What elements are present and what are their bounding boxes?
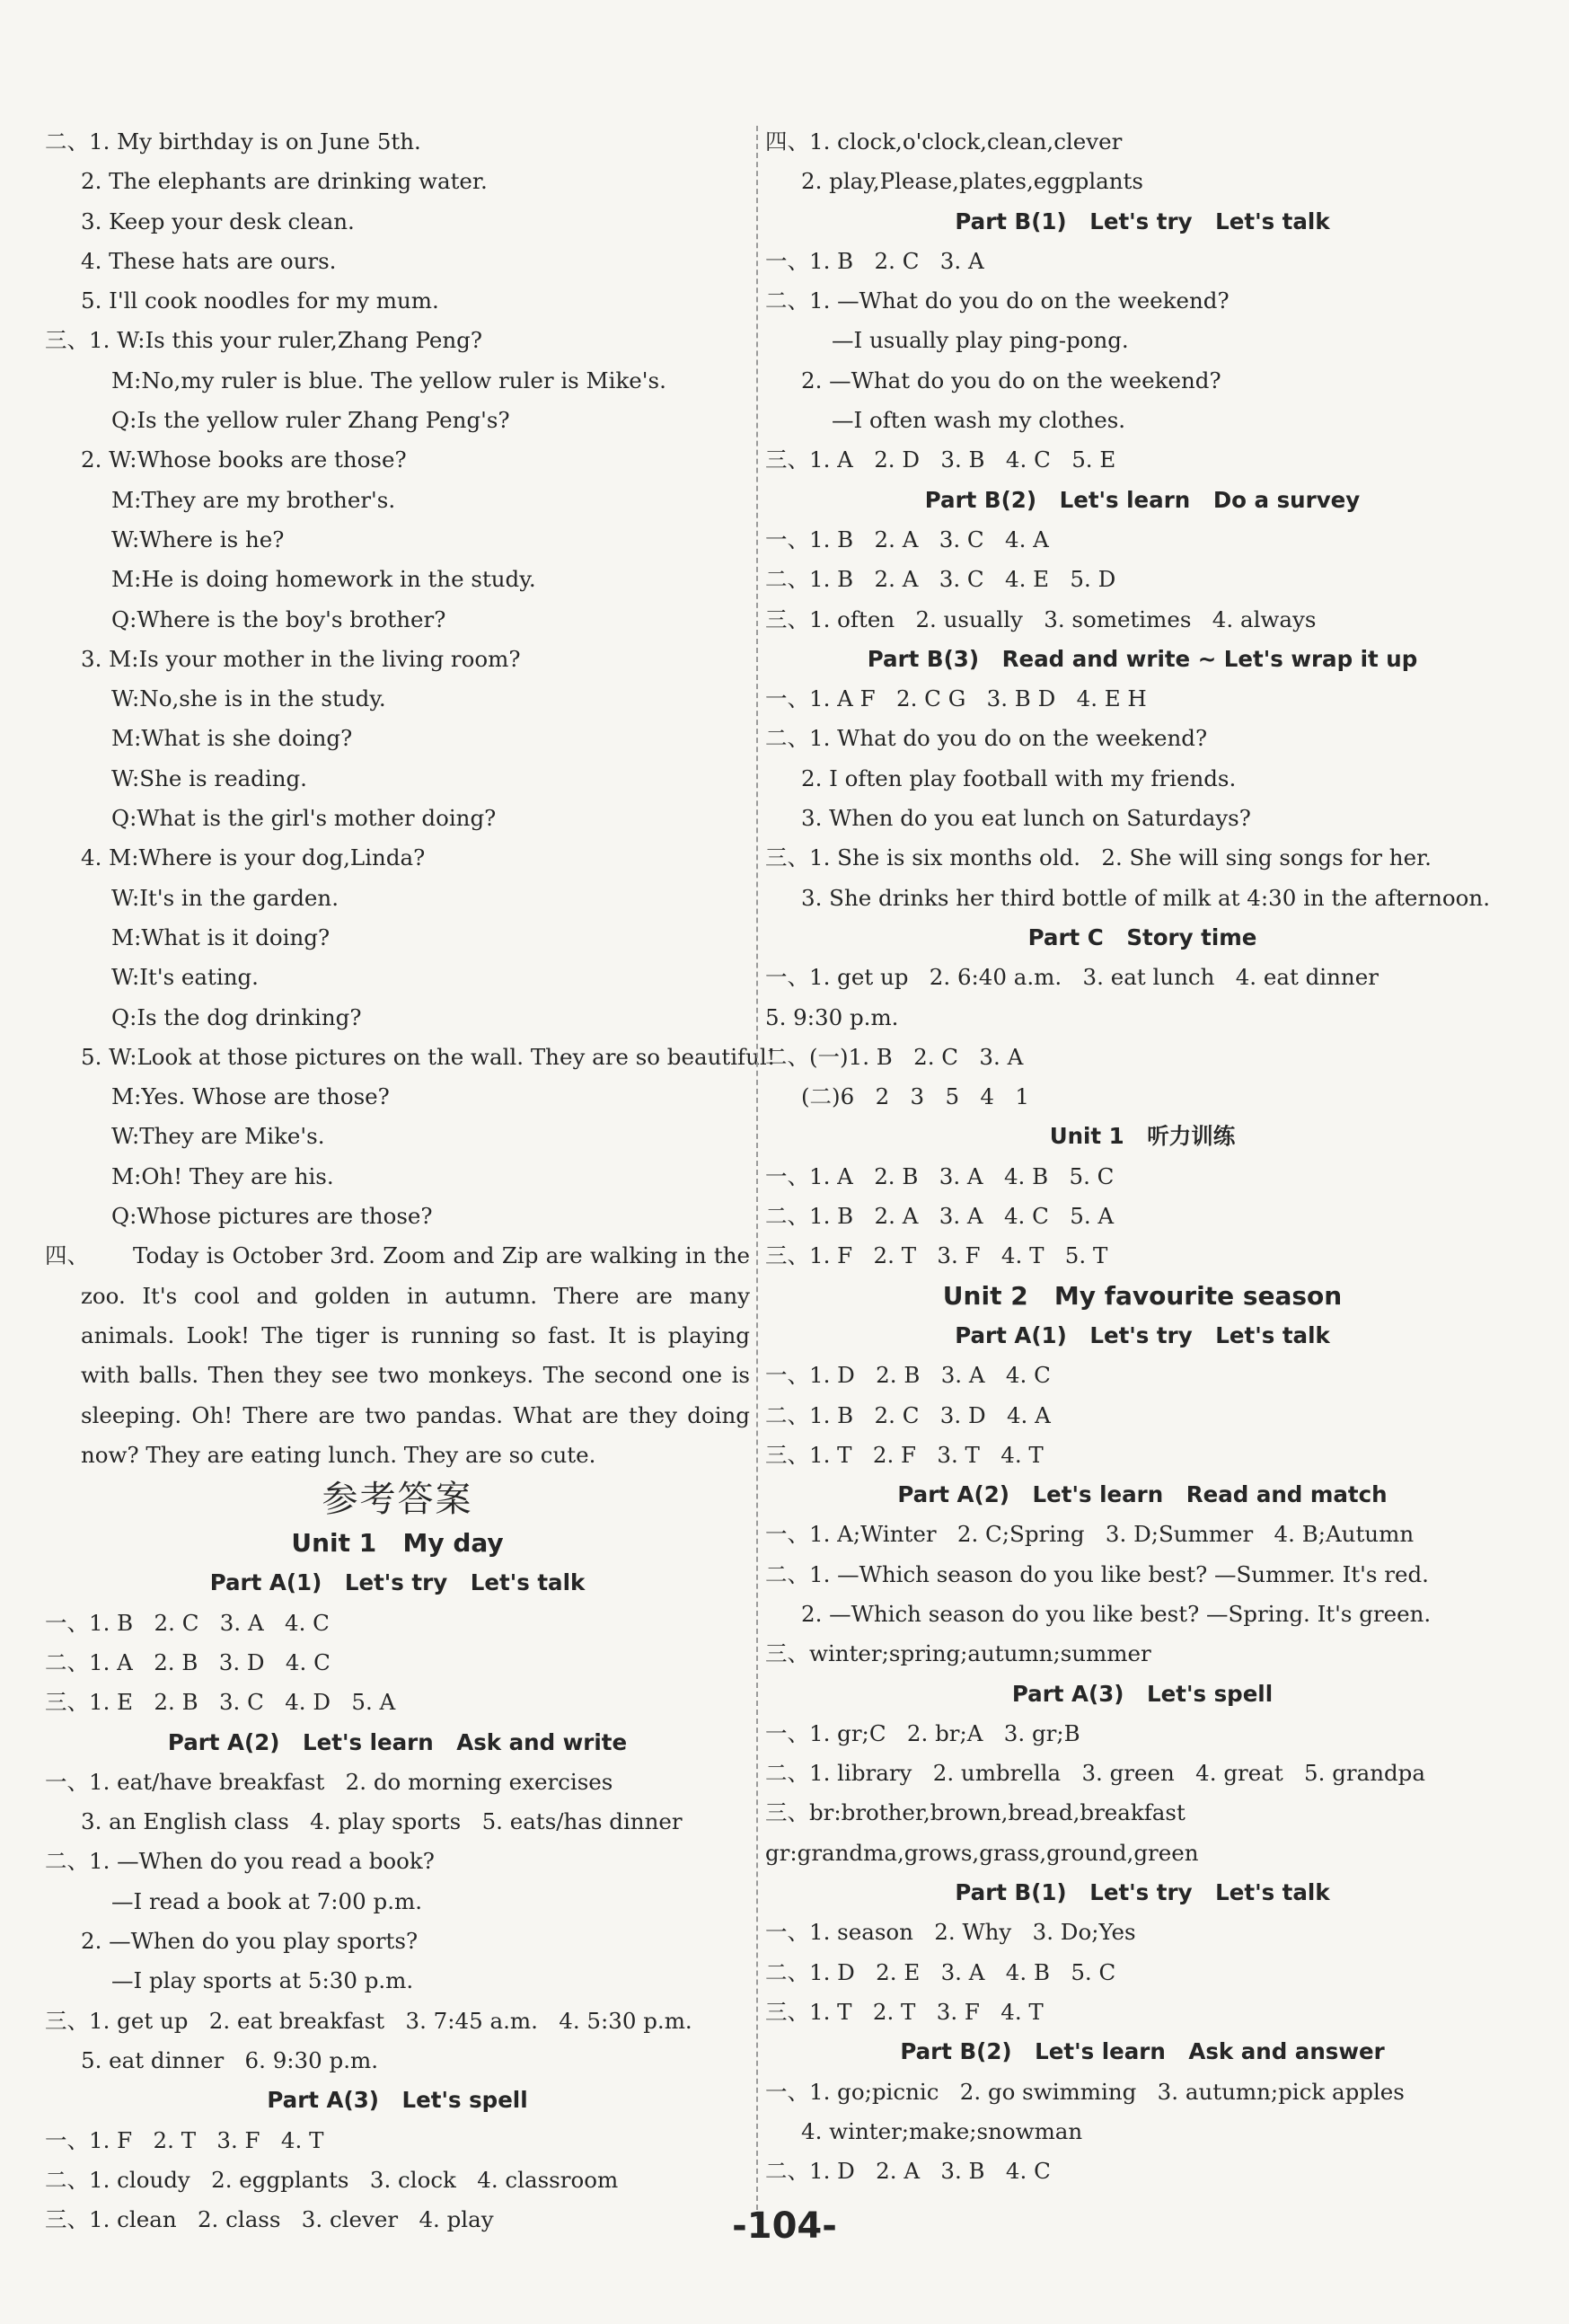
answer-line: 2. —When do you play sports? [81, 1928, 419, 1955]
answer-line: 三、1. She is six months old. 2. She will sing songs for her. [765, 844, 1432, 871]
answer-line: 一、1. F 2. T 3. F 4. T [45, 2126, 324, 2153]
answer-line: Q:Is the yellow ruler Zhang Peng's? [111, 407, 510, 434]
passage-text: Today is October 3rd. Zoom and Zip are walking in the zoo. It's cool and golden in autumn. There are many animals. Look! The tiger is running so fast. It is playing with balls. Then they see two monkeys. The second one is sleeping. Oh! There are two pandas. What are they doing now? They are eating lunch. They are so cute. [81, 1242, 750, 1468]
answer-line: 二、1. B 2. A 3. C 4. E 5. D [765, 566, 1116, 593]
answer-line: 5. eat dinner 6. 9:30 p.m. [81, 2046, 379, 2073]
answer-line: 二、1. What do you do on the weekend? [765, 725, 1208, 752]
answer-line: 2. —What do you do on the weekend? [801, 367, 1221, 393]
answer-line: 一、1. eat/have breakfast 2. do morning exercises [45, 1768, 613, 1795]
answer-line: M:What is she doing? [111, 725, 353, 752]
answer-line: 5. 9:30 p.m. [765, 1003, 899, 1030]
answer-line: 三、1. clean 2. class 3. clever 4. play [45, 2206, 494, 2233]
answer-line: —I usually play ping-pong. [832, 327, 1129, 354]
answer-line: 一、1. B 2. C 3. A 4. C [45, 1609, 330, 1636]
answer-line: 三、1. A 2. D 3. B 4. C 5. E [765, 446, 1116, 473]
answer-line: (二)6 2 3 5 4 1 [801, 1083, 1029, 1110]
answer-line: 一、1. A;Winter 2. C;Spring 3. D;Summer 4. B;Autumn [765, 1521, 1415, 1548]
answer-line: 三、1. E 2. B 3. C 4. D 5. A [45, 1689, 396, 1716]
answer-line: 3. Keep your desk clean. [81, 208, 355, 234]
answer-line: 二、1. D 2. A 3. B 4. C [765, 2158, 1051, 2185]
answer-line: 3. M:Is your mother in the living room? [81, 645, 521, 672]
answer-line: —I often wash my clothes. [832, 407, 1126, 434]
passage-paragraph [45, 1236, 750, 1475]
answer-line: 一、1. A F 2. C G 3. B D 4. E H [765, 685, 1147, 712]
answer-line: W:They are Mike's. [111, 1123, 325, 1150]
answer-line: 二、1. D 2. E 3. A 4. B 5. C [765, 1958, 1116, 1985]
answer-line: 二、(一)1. B 2. C 3. A [765, 1043, 1024, 1070]
answer-line: 二、1. My birthday is on June 5th. [45, 128, 421, 155]
answer-line: 3. When do you eat lunch on Saturdays? [801, 805, 1251, 832]
answer-line: 4. These hats are ours. [81, 247, 337, 274]
section-heading: Part A(1) Let's try Let's talk [209, 1569, 586, 1596]
answer-line: 三、winter;spring;autumn;summer [765, 1640, 1151, 1667]
answer-line: 四、1. clock,o'clock,clean,clever [765, 128, 1123, 155]
answer-line: Q:Whose pictures are those? [111, 1203, 433, 1230]
answer-line: 三、1. T 2. F 3. T 4. T [765, 1441, 1044, 1468]
section-heading: Part C Story time [1027, 923, 1257, 950]
answer-line: 三、1. W:Is this your ruler,Zhang Peng? [45, 327, 482, 354]
section-heading: Part A(2) Let's learn Read and match [897, 1481, 1388, 1508]
answer-line: 三、br:brother,brown,bread,breakfast [765, 1799, 1186, 1826]
answer-line: 二、1. —What do you do on the weekend? [765, 287, 1230, 314]
section-heading: Part B(1) Let's try Let's talk [955, 208, 1330, 234]
answer-line: W:Where is he? [111, 526, 285, 552]
section-heading: Part B(1) Let's try Let's talk [955, 1879, 1330, 1906]
answer-line: —I read a book at 7:00 p.m. [111, 1887, 423, 1914]
answer-line: 三、1. get up 2. eat breakfast 3. 7:45 a.m. 4. 5:30 p.m. [45, 2007, 692, 2034]
answer-line: 二、1. B 2. C 3. D 4. A [765, 1401, 1051, 1428]
passage-marker: 四、 [45, 1242, 89, 1269]
answer-line: M:No,my ruler is blue. The yellow ruler is Mike's. [111, 367, 666, 393]
answer-line: 二、1. —When do you read a book? [45, 1848, 435, 1875]
answer-line: 一、1. B 2. A 3. C 4. A [765, 526, 1049, 552]
answer-line: W:No,she is in the study. [111, 685, 386, 712]
answer-line: 5. W:Look at those pictures on the wall. They are so beautiful! [81, 1043, 776, 1070]
left-column [45, 122, 776, 2240]
answer-line: M:They are my brother's. [111, 486, 396, 513]
section-heading: Part B(3) Read and write ~ Let's wrap it up [867, 645, 1418, 672]
section-heading: Unit 1 My day [291, 1528, 504, 1559]
answer-line: —I play sports at 5:30 p.m. [111, 1967, 414, 1994]
answer-line: 4. winter;make;snowman [801, 2117, 1083, 2144]
section-heading: Unit 2 My favourite season [942, 1280, 1343, 1311]
section-heading: Part A(3) Let's spell [1011, 1680, 1274, 1707]
answer-key-unit1 [45, 1524, 750, 2240]
page-number: -104- [732, 2205, 837, 2247]
answer-line: 二、1. cloudy 2. eggplants 3. clock 4. classroom [45, 2166, 619, 2193]
answer-line: 二、1. library 2. umbrella 3. green 4. great 5. grandpa [765, 1760, 1425, 1787]
section-heading: Part A(1) Let's try Let's talk [955, 1321, 1330, 1348]
section-heading: Unit 1 听力训练 [1049, 1123, 1236, 1150]
answer-line: 三、1. T 2. T 3. F 4. T [765, 1998, 1044, 2025]
answer-line: 一、1. D 2. B 3. A 4. C [765, 1362, 1051, 1389]
answer-line: 一、1. B 2. C 3. A [765, 247, 984, 274]
answer-line: M:He is doing homework in the study. [111, 566, 536, 593]
answer-line: 2. The elephants are drinking water. [81, 168, 488, 195]
answer-line: 三、1. often 2. usually 3. sometimes 4. always [765, 605, 1317, 632]
answer-line: Q:What is the girl's mother doing? [111, 805, 497, 832]
answer-line: 5. I'll cook noodles for my mum. [81, 287, 439, 314]
answer-line: gr:grandma,grows,grass,ground,green [765, 1839, 1199, 1866]
section-heading: Part A(2) Let's learn Ask and write [167, 1728, 628, 1755]
section-heading: Part A(3) Let's spell [267, 2087, 528, 2114]
answer-line: W:She is reading. [111, 764, 307, 791]
answer-line: M:Oh! They are his. [111, 1162, 334, 1189]
answer-line: M:What is it doing? [111, 923, 331, 950]
answer-line: 三、1. F 2. T 3. F 4. T 5. T [765, 1242, 1108, 1269]
answer-line: 3. She drinks her third bottle of milk at 4:30 in the afternoon. [801, 884, 1490, 911]
answer-line: 二、1. B 2. A 3. A 4. C 5. A [765, 1203, 1115, 1230]
right-column [765, 122, 1520, 2191]
answer-line: 2. W:Whose books are those? [81, 446, 407, 473]
answer-key-title: 参考答案 [322, 1479, 473, 1521]
answer-line: 二、1. —Which season do you like best? —Summer. It's red. [765, 1560, 1429, 1587]
answer-line: 二、1. A 2. B 3. D 4. C [45, 1648, 331, 1675]
answer-line: 2. play,Please,plates,eggplants [801, 168, 1143, 195]
answer-line: W:It's in the garden. [111, 884, 339, 911]
answer-line: 一、1. season 2. Why 3. Do;Yes [765, 1919, 1136, 1946]
answer-line: W:It's eating. [111, 964, 259, 991]
answer-line: 2. I often play football with my friends. [801, 764, 1237, 791]
answer-line: 4. M:Where is your dog,Linda? [81, 844, 426, 871]
answer-line: 一、1. go;picnic 2. go swimming 3. autumn;pick apples [765, 2078, 1405, 2105]
answer-line: Q:Is the dog drinking? [111, 1003, 362, 1030]
answer-key-continued [765, 122, 1520, 2191]
answer-line: 一、1. A 2. B 3. A 4. B 5. C [765, 1162, 1115, 1189]
answer-line: 2. —Which season do you like best? —Spring. It's green. [801, 1600, 1432, 1627]
listening-transcript [45, 122, 776, 1236]
section-heading: Part B(2) Let's learn Ask and answer [900, 2038, 1385, 2065]
column-divider [756, 126, 758, 2219]
answer-line: Q:Where is the boy's brother? [111, 605, 446, 632]
answer-line: 一、1. gr;C 2. br;A 3. gr;B [765, 1719, 1080, 1746]
answer-line: M:Yes. Whose are those? [111, 1083, 390, 1110]
section-heading: Part B(2) Let's learn Do a survey [924, 486, 1361, 513]
answer-line: 一、1. get up 2. 6:40 a.m. 3. eat lunch 4. eat dinner [765, 964, 1379, 991]
answer-line: 3. an English class 4. play sports 5. eats/has dinner [81, 1808, 683, 1835]
